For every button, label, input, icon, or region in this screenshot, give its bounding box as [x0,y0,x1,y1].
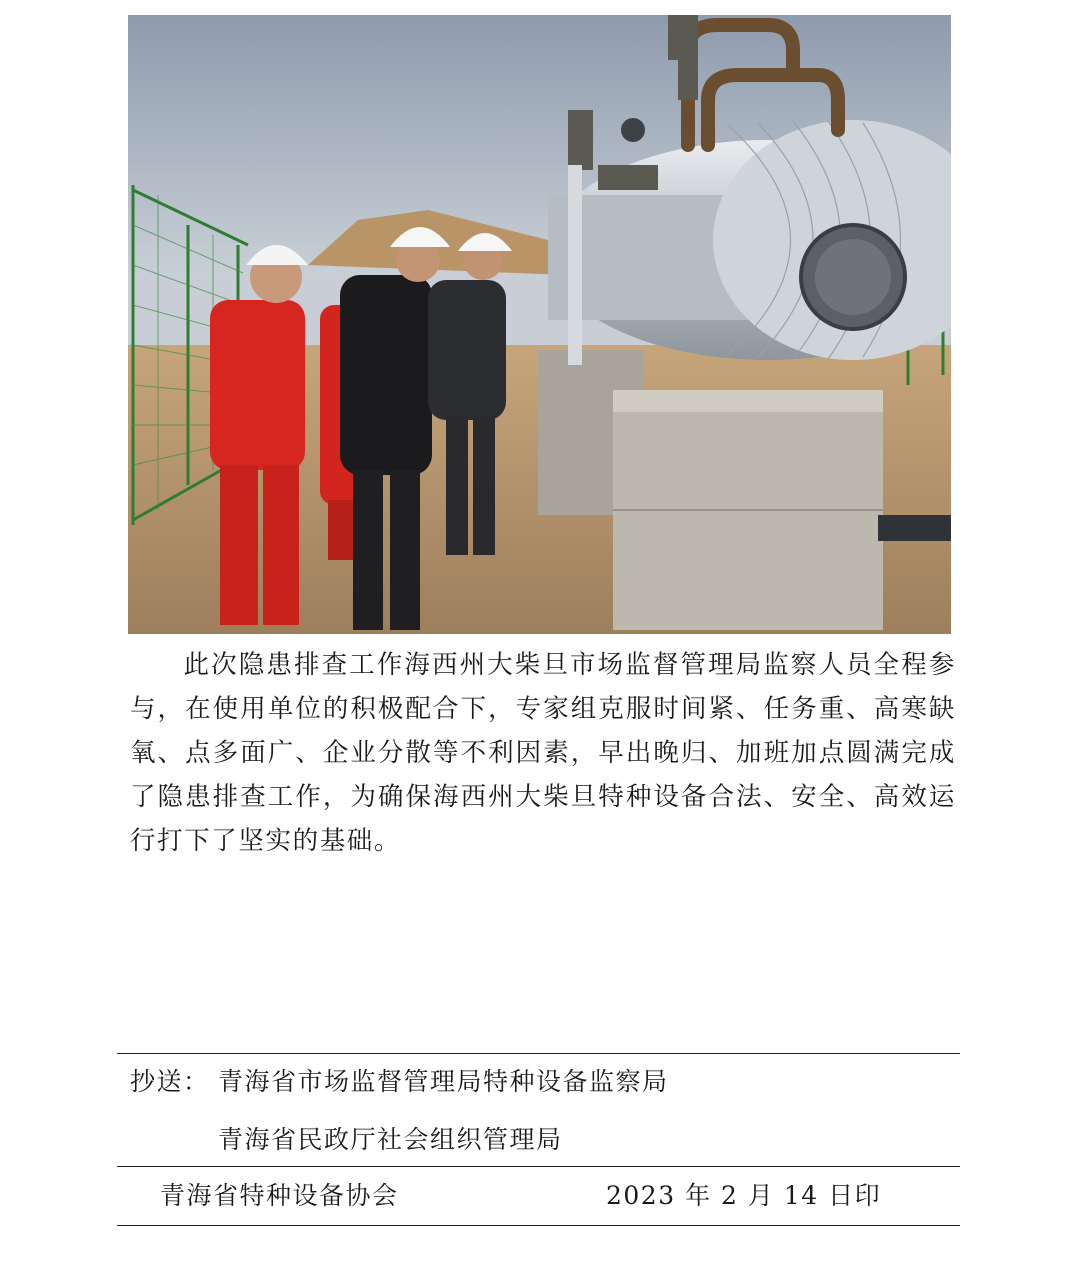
inspection-photo [128,15,951,634]
footer-middle-rule [117,1166,960,1167]
issuer-name: 青海省特种设备协会 [160,1181,399,1210]
cc-recipient: 青海省市场监督管理局特种设备监察局 [218,1067,669,1096]
footer-top-rule [117,1053,960,1054]
inspection-photo-illustration [128,15,951,634]
body-paragraph: 此次隐患排查工作海西州大柴旦市场监督管理局监察人员全程参与，在使用单位的积极配合下，专家组克服时间紧、任务重、高寒缺氧、点多面广、企业分散等不利因素，早出晚归、加班加点圆满完成了隐患排查工作，为确保海西州大柴旦特种设备合法、安全、高效运行打下了坚实的基础。 [130,650,956,856]
print-date: 2023 年 2 月 14 日印 [606,1181,882,1210]
cc-label: 抄送： [130,1067,210,1096]
level-gauge [568,165,582,365]
ground-pipe [878,515,951,541]
cc-recipient: 青海省民政厅社会组织管理局 [218,1125,563,1154]
footer-bottom-rule [117,1225,960,1226]
